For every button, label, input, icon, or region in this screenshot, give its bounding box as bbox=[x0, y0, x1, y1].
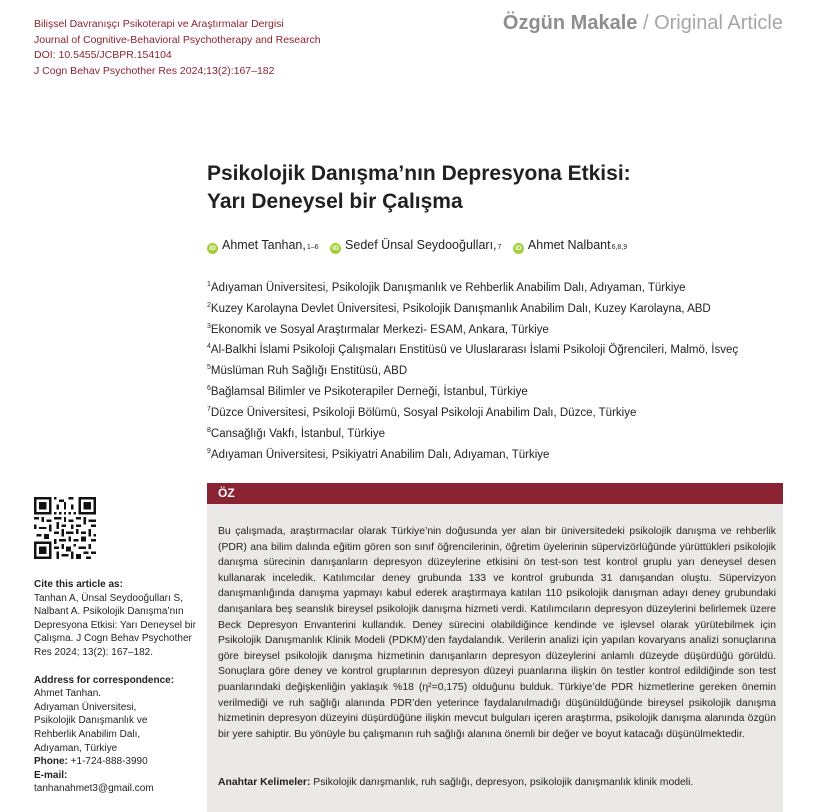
affiliation-item bbox=[207, 318, 797, 339]
address-line: Ahmet Tanhan. bbox=[34, 688, 102, 700]
affiliation-text: Kuzey Karolayna Devlet Üniversitesi, Psikolojik Danışmanlık Anabilim Dalı, Kuzey Karolayna, ABD bbox=[210, 302, 711, 315]
sidebar-spacer bbox=[34, 660, 199, 674]
article-title-line1: Psikolojik Danışma’nın Depresyona Etkisi: bbox=[207, 162, 631, 185]
phone-label: Phone: bbox=[34, 756, 68, 768]
address-line: Adıyaman Üniversitesi, bbox=[34, 701, 137, 713]
author-affiliation-ref: 1–6 bbox=[306, 244, 319, 251]
article-type-tr: Özgün Makale bbox=[502, 12, 638, 34]
affiliation-number: 2 bbox=[207, 301, 211, 309]
affiliation-number: 8 bbox=[207, 426, 211, 434]
cite-text: Tanhan A, Ünsal Seydooğulları S, Nalbant A. Psikolojik Danışma’nın Depresyona Etkisi: Yarı Deneysel bir Çalışma. J Cogn Behav Psychother Res 2024; 13(2): 167–182. bbox=[34, 592, 196, 658]
affiliation-number: 5 bbox=[207, 364, 211, 372]
affiliation-number: 7 bbox=[207, 405, 211, 413]
abstract-box bbox=[207, 504, 783, 812]
article-type-en: Original Article bbox=[654, 12, 783, 34]
keywords-label: Anahtar Kelimeler: bbox=[218, 777, 311, 788]
affiliation-number: 4 bbox=[207, 343, 211, 351]
journal-name-en: Journal of Cognitive-Behavioral Psychotherapy and Research bbox=[34, 33, 321, 46]
author-affiliation-ref: 7 bbox=[497, 244, 502, 251]
affiliation-item bbox=[207, 276, 797, 297]
affiliation-text: Ekonomik ve Sosyal Araştırmalar Merkezi- ESAM, Ankara, Türkiye bbox=[210, 323, 549, 336]
author-name: Sedef Ünsal Seydooğulları, bbox=[345, 238, 497, 252]
article-type-badge bbox=[503, 12, 783, 35]
cite-heading: Cite this article as: bbox=[34, 579, 123, 590]
phone-number[interactable]: +1-724-888-3990 bbox=[70, 756, 148, 768]
qr-code-icon[interactable] bbox=[34, 497, 96, 559]
orcid-icon[interactable]: iD bbox=[207, 243, 218, 254]
keywords bbox=[218, 775, 776, 790]
sidebar bbox=[34, 578, 199, 796]
article-title-line2: Yarı Deneysel bir Çalışma bbox=[207, 190, 463, 213]
address-line: Adıyaman, Türkiye bbox=[34, 742, 118, 754]
abstract-text: Bu çalışmada, araştırmacılar olarak Türkiye’nin doğusunda yer alan bir üniversitedeki psikolojik danışma ve rehberlik (PDR) ana bilim dalında eğitim gören son sınıf öğrencilerinin, öğretim üyelerinin süpervizörlüğünde yürüttükleri psikolojik danışma sürecinin danışanların depresyon düzeylerine etkisini ön test-son test kontrol gruplu yarı deneysel desen kullanarak inceledik. Katılımcılar deney grubunda 133 ve kontrol grubunda 31 danışandan oluştu. Süpervizyon danışmanlığında danışma yapmayı kabul ederek araştırmaya katılan 110 psikolojik danışman adayı deney grubundaki danışanlara beş seanslık bireysel psikolojik danışma hizmeti verdi. Katılımcıların depresyon düzeylerini belirlemek üzere Beck Depresyon Envanterini kullandık. Deney sürecini olabildiğince kendinde ve işlevsel olarak yürütebilmek için Psikolojik Danışmanlık Klinik Modeli (PDKM)’den faydalandık. Verilerin analizi için yapılan kovaryans analizi sonuçlarına göre bireysel psikolojik danışma hizmetinin danışanların depresyon düzeylerini anlamlı düzeyde düşürdüğü görüldü. Sonuçlara göre deney ve kontrol gruplarının depresyon düzeyi puanlarına ilişkin ön testler kontrol edildiğinde son test puanlarındaki değişkenliğin yaklaşık %18 (η²=0,175) olduğunu bulduk. Türkiye’de PDR hizmetlerine gereken önemin verilmediği ve ruh sağlığı alanında PDR’den yeterince faydalanılmadığı düşünüldüğünde bireysel psikolojik danışma hizmetinin depresyon düzeyini düşürdüğüne ilişkin mevcut bulguları içeren araştırma, psikolojik danışma alanında özgün bir yere sahiptir. Bu yönüyle bu çalışmanın ruh sağlığı alanına önemli bir değer ve boyut katacağı düşünülmektedir. bbox=[218, 526, 776, 740]
author-name: Ahmet Tanhan, bbox=[222, 238, 306, 252]
orcid-icon[interactable]: iD bbox=[513, 243, 524, 254]
author-3 bbox=[513, 238, 627, 253]
affiliation-item bbox=[207, 297, 797, 318]
affiliation-text: Adıyaman Üniversitesi, Psikolojik Danışmanlık ve Rehberlik Anabilim Dalı, Adıyaman, Türkiye bbox=[210, 281, 686, 294]
address-line: Psikolojik Danışmanlık ve bbox=[34, 715, 148, 727]
abstract-heading: ÖZ bbox=[218, 486, 235, 500]
author-affiliation-ref: 6,8,9 bbox=[611, 244, 628, 251]
orcid-icon[interactable]: iD bbox=[330, 243, 341, 254]
affiliation-text: Al-Balkhi İslami Psikoloji Çalışmaları Enstitüsü ve Uluslararası İslami Psikoloji Öğrencileri, Malmö, İsveç bbox=[210, 344, 739, 357]
affiliation-text: Adıyaman Üniversitesi, Psikiyatri Anabilim Dalı, Adıyaman, Türkiye bbox=[210, 448, 550, 461]
email-label: E-mail: bbox=[34, 769, 68, 781]
journal-doi[interactable]: DOI: 10.5455/JCBPR.154104 bbox=[34, 49, 172, 61]
author-1 bbox=[207, 238, 319, 253]
affiliation-item bbox=[207, 359, 797, 380]
affiliation-item bbox=[207, 443, 797, 464]
affiliation-number: 6 bbox=[207, 385, 211, 393]
address-heading: Address for correspondence: bbox=[34, 674, 175, 686]
journal-citation: J Cogn Behav Psychother Res 2024;13(2):167–182 bbox=[34, 64, 275, 77]
article-title bbox=[207, 160, 787, 216]
affiliation-number: 1 bbox=[207, 281, 211, 288]
article-type-separator: / bbox=[637, 12, 655, 34]
affiliation-number: 3 bbox=[207, 322, 211, 330]
author-2 bbox=[330, 238, 501, 253]
journal-name-tr: Bilişsel Davranışçı Psikoterapi ve Araştırmalar Dergisi bbox=[34, 18, 284, 30]
affiliation-text: Cansağlığı Vakfı, İstanbul, Türkiye bbox=[210, 427, 385, 440]
affiliation-item bbox=[207, 401, 797, 422]
affiliation-text: Müslüman Ruh Sağlığı Enstitüsü, ABD bbox=[210, 365, 408, 378]
keywords-text: Psikolojik danışmanlık, ruh sağlığı, depresyon, psikolojik danışmanlık klinik modeli. bbox=[313, 777, 694, 788]
affiliation-text: Düzce Üniversitesi, Psikoloji Bölümü, Sosyal Psikoloji Anabilim Dalı, Düzce, Türkiye bbox=[210, 406, 637, 419]
affiliation-text: Bağlamsal Bilimler ve Psikoterapiler Derneği, İstanbul, Türkiye bbox=[210, 385, 528, 398]
author-list bbox=[207, 238, 807, 253]
email-address[interactable]: tanhanahmet3@gmail.com bbox=[34, 783, 154, 795]
journal-info bbox=[34, 17, 454, 79]
abstract-header bbox=[207, 483, 783, 504]
affiliation-item bbox=[207, 338, 797, 359]
phone-row bbox=[34, 755, 199, 769]
affiliation-item bbox=[207, 422, 797, 443]
address-line: Rehberlik Anabilim Dalı, bbox=[34, 728, 141, 740]
affiliation-list bbox=[207, 276, 797, 463]
affiliation-item bbox=[207, 380, 797, 401]
affiliation-number: 9 bbox=[207, 447, 211, 455]
author-name: Ahmet Nalbant bbox=[527, 238, 611, 252]
